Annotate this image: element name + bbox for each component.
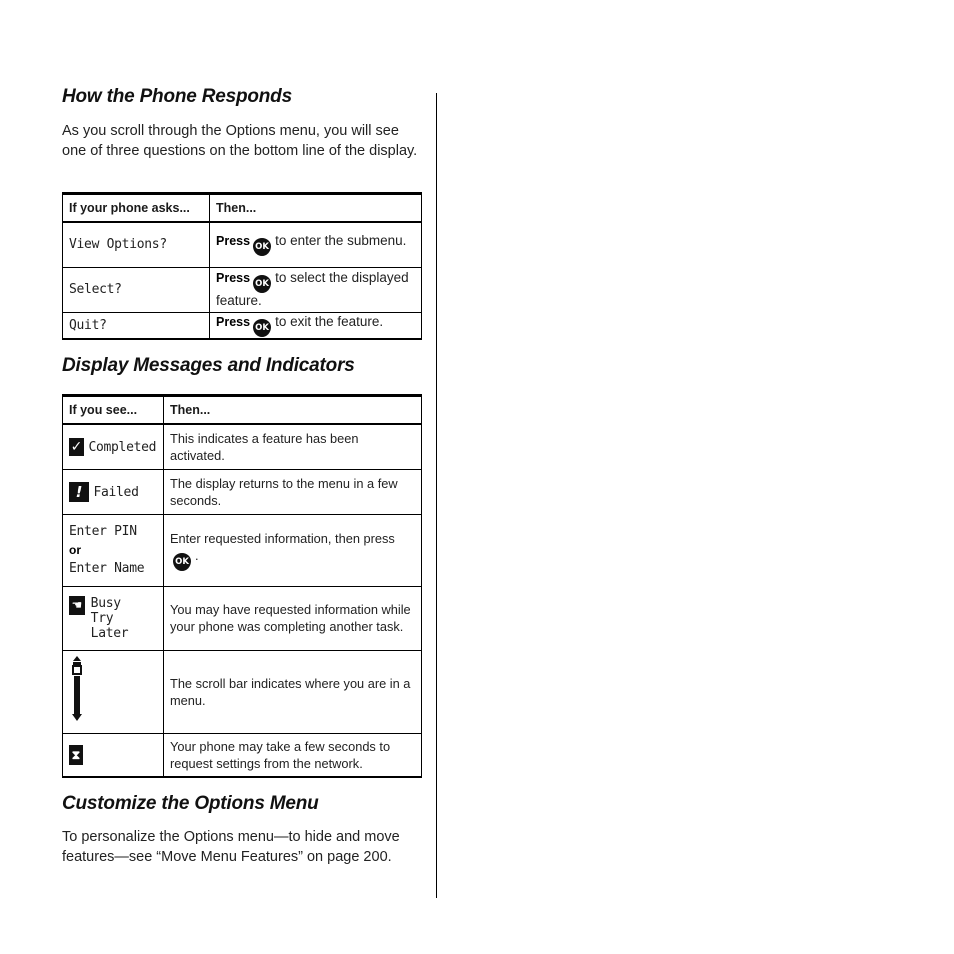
checkmark-icon: ✓ <box>70 438 83 455</box>
description-text: Enter requested information, then press <box>170 530 395 546</box>
table-header-row <box>63 194 422 223</box>
table-row <box>63 733 422 777</box>
display-text: Select? <box>63 267 210 312</box>
ok-key-icon: OK <box>173 553 191 571</box>
intro-paragraph: As you scroll through the Options menu, you will see one of three questions on the bottom line of the display. <box>62 123 418 159</box>
busy-hand-icon: ☚ <box>69 596 85 615</box>
display-text: Completed <box>88 439 157 455</box>
description-cell: The display returns to the menu in a few seconds. <box>164 469 422 514</box>
display-text: Quit? <box>63 312 210 339</box>
messages-table-wrap <box>62 394 422 778</box>
body-paragraph: To personalize the Options menu—to hide and move features—see “Move Menu Features” on page 200. <box>62 829 400 865</box>
indicator-cell <box>63 586 164 650</box>
action-cell <box>210 267 422 312</box>
table-row <box>63 312 422 339</box>
section-customize-options <box>62 793 422 867</box>
table-row <box>63 469 422 514</box>
column-header: Then... <box>164 396 422 425</box>
indicator-cell <box>63 469 164 514</box>
responses-table <box>62 192 422 340</box>
column-divider <box>436 93 437 898</box>
table-row <box>63 586 422 650</box>
table-row <box>63 424 422 469</box>
press-label: Press <box>216 271 251 285</box>
exclamation-icon: ! <box>69 482 89 502</box>
hourglass-icon: ⧗ <box>69 745 83 765</box>
table-row <box>63 514 422 586</box>
press-label: Press <box>216 234 251 249</box>
action-text: to select the displayed feature. <box>216 270 409 308</box>
column-header: If your phone asks... <box>63 194 210 223</box>
section-heading: How the Phone Responds <box>62 86 292 107</box>
section-how-phone-responds <box>62 86 422 161</box>
messages-table <box>62 394 422 778</box>
description-cell: Your phone may take a few seconds to request settings from the network. <box>164 733 422 777</box>
column-header: Then... <box>210 194 422 223</box>
table-row <box>63 222 422 267</box>
indicator-cell <box>63 514 164 586</box>
ok-key-icon: OK <box>253 275 271 293</box>
section-display-messages <box>62 355 422 377</box>
indicator-cell <box>63 424 164 469</box>
display-text: View Options? <box>63 222 210 267</box>
table-header-row <box>63 396 422 425</box>
section-heading: Customize the Options Menu <box>62 793 319 814</box>
display-text: Failed <box>93 484 139 500</box>
ok-key-icon: OK <box>253 238 271 256</box>
description-cell: The scroll bar indicates where you are in a menu. <box>164 650 422 733</box>
indicator-cell <box>63 650 164 733</box>
description-cell <box>164 514 422 586</box>
display-text: Try Later <box>90 610 129 641</box>
or-label: or <box>69 543 81 557</box>
action-cell <box>210 312 422 339</box>
description-cell: This indicates a feature has been activated. <box>164 424 422 469</box>
section-heading: Display Messages and Indicators <box>62 355 355 376</box>
action-text: to enter the submenu. <box>275 233 407 249</box>
display-text: Enter Name <box>69 561 145 576</box>
column-header: If you see... <box>63 396 164 425</box>
description-cell: You may have requested information while your phone was completing another task. <box>164 586 422 650</box>
table-row <box>63 267 422 312</box>
action-cell <box>210 222 422 267</box>
ok-key-icon: OK <box>253 319 271 337</box>
responses-table-wrap <box>62 192 422 340</box>
display-text: Enter PIN <box>69 524 137 539</box>
description-trail: . <box>195 547 199 563</box>
table-row <box>63 650 422 733</box>
indicator-cell <box>63 733 164 777</box>
display-text: Busy <box>90 595 121 611</box>
action-text: to exit the feature. <box>275 313 384 329</box>
scroll-bar-icon <box>69 656 85 722</box>
press-label: Press <box>216 314 251 329</box>
